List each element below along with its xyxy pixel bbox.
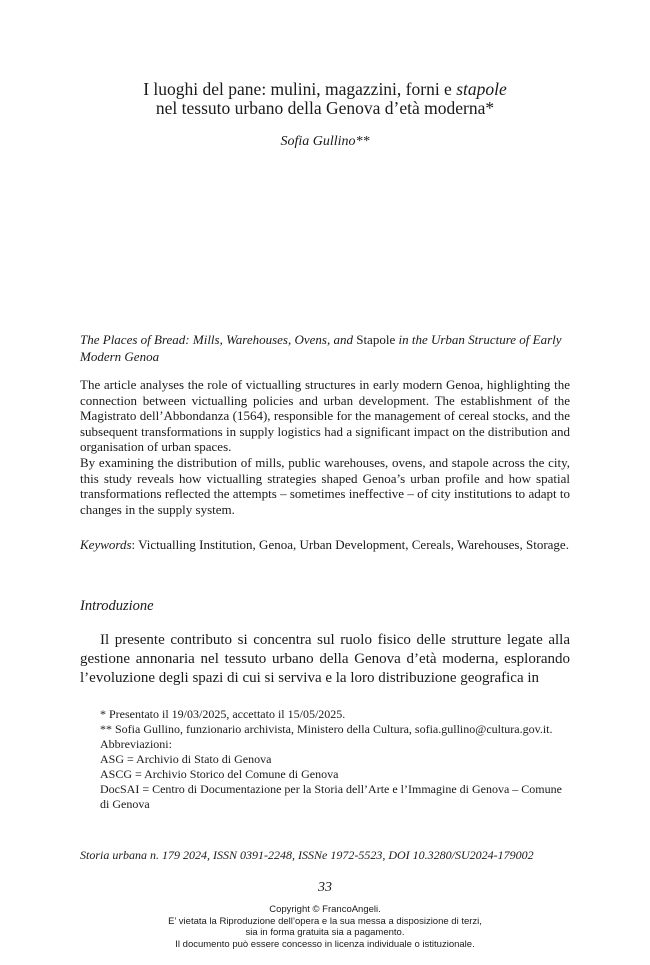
abbreviation-ascg: ASCG = Archivio Storico del Comune di Genova — [100, 767, 339, 781]
section-heading: Introduzione — [80, 598, 154, 614]
footnote-1: * Presentato il 19/03/2025, accettato il 15/05/2025. — [100, 707, 346, 721]
abstract-paragraph-1: The article analyses the role of victualling structures in early modern Genoa, highlighting the connection between victualling policies and urban development. The establishment of the Magistrato dell’Abbondanza (1564), responsible for the management of cereal stocks, and the subsequent transformations in supply logistics had a significant impact on the distribution and organisation of urban spaces. — [80, 377, 570, 455]
copyright-line-4: Il documento può essere concesso in licenza individuale o istituzionale. — [175, 938, 475, 950]
body-paragraph: Il presente contributo si concentra sul ruolo fisico delle strutture legate alla gestione annonaria nel tessuto urbano della Genova d’età moderna, esplorando l’evoluzione degli spazi di cui si serviva e la loro distribuzione geografica in — [80, 632, 570, 686]
title-italic-word: stapole — [456, 79, 507, 99]
abbreviations-heading: Abbreviazioni: — [100, 737, 172, 751]
footnote-2: ** Sofia Gullino, funzionario archivista, Ministero della Cultura, sofia.gullino@cultura.gov.it. — [100, 722, 553, 736]
abbreviation-asg: ASG = Archivio di Stato di Genova — [100, 752, 272, 766]
english-title-part-2: in the Urban Structure of Early Modern Genoa — [80, 332, 562, 364]
page-number: 33 — [318, 880, 332, 895]
english-title-roman-word: Stapole — [356, 332, 396, 347]
author-name: Sofia Gullino** — [280, 134, 370, 149]
article-title-line-2: nel tessuto urbano della Genova d’età moderna* — [155, 98, 495, 118]
english-title-part-1: The Places of Bread: Mills, Warehouses, Ovens, and — [80, 332, 357, 347]
keywords — [80, 537, 570, 553]
keywords-text: : Victualling Institution, Genoa, Urban Development, Cereals, Warehouses, Storage. — [131, 537, 569, 552]
footnotes — [80, 707, 570, 812]
copyright-line-2: E’ vietata la Riproduzione dell’opera e la sua messa a disposizione di terzi, — [168, 915, 482, 927]
abstract — [80, 377, 570, 517]
abstract-paragraph-2: By examining the distribution of mills, public warehouses, ovens, and stapole across the city, this study reveals how victualling strategies shaped Genoa’s urban profile and how spatial transformations reflected the attempts – sometimes ineffective – of city institutions to adapt to changes in the supply system. — [80, 454, 570, 517]
english-title — [80, 331, 570, 365]
journal-citation: Storia urbana n. 179 2024, ISSN 0391-2248, ISSNe 1972-5523, DOI 10.3280/SU2024-179002 — [80, 848, 534, 862]
article-title-line-1 — [0, 80, 650, 99]
copyright-line-1: Copyright © FrancoAngeli. — [269, 904, 381, 915]
title-text: I luoghi del pane: mulini, magazzini, forni e — [143, 79, 457, 99]
keywords-label: Keywords — [80, 537, 132, 552]
copyright-line-3: sia in forma gratuita sia a pagamento. — [245, 927, 405, 938]
copyright-notice — [0, 904, 650, 950]
abbreviation-docsai: DocSAI = Centro di Documentazione per la Storia dell’Arte e l’Immagine di Genova – Comune di Genova — [100, 782, 562, 811]
